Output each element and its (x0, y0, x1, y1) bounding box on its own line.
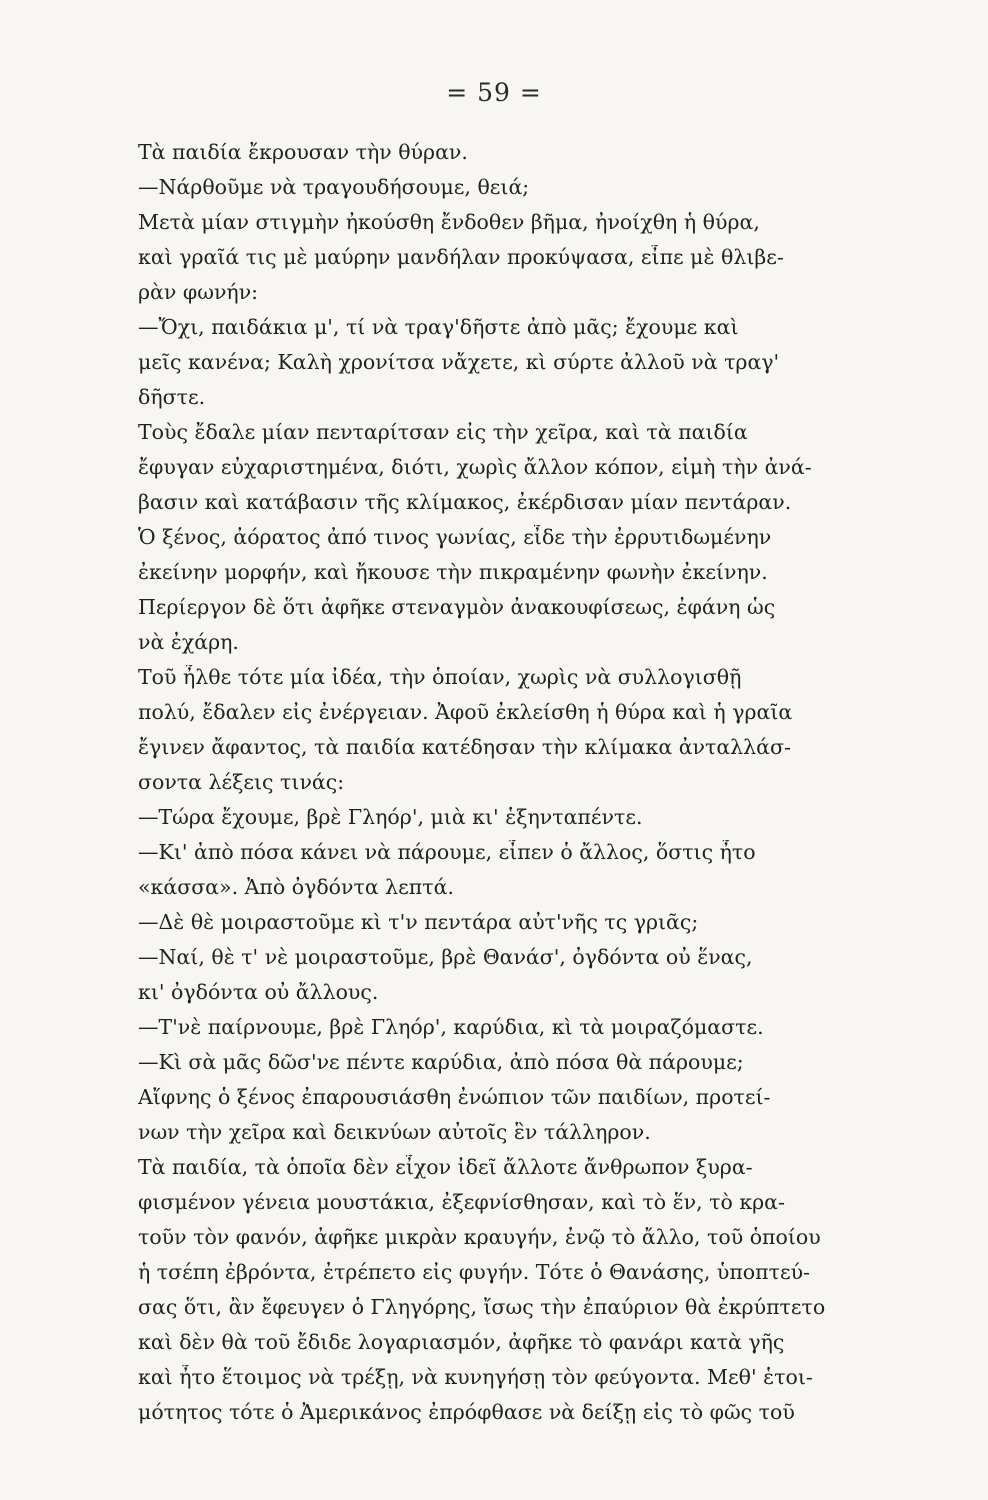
text-line: πολύ, ἔδαλεν εἰς ἐνέργειαν. Ἀφοῦ ἐκλείσθη ἡ θύρα καὶ ἡ γραῖα (138, 700, 793, 724)
text-line: βασιν καὶ κατάβασιν τῆς κλίμακος, ἐκέρδισαν μίαν πεντάραν. (138, 490, 792, 514)
text-line: Τοὺς ἔδαλε μίαν πενταρίτσαν εἰς τὴν χεῖρα, καὶ τὰ παιδία (138, 420, 748, 444)
text-line: τοῦν τὸν φανόν, ἀφῆκε μικρὰν κραυγήν, ἐνῷ τὸ ἄλλο, τοῦ ὁποίου (138, 1225, 821, 1249)
text-line: Τοῦ ἦλθε τότε μία ἰδέα, τὴν ὁποίαν, χωρὶς νὰ συλλογισθῇ (138, 665, 742, 689)
text-line: —Νάρθοῦμε νὰ τραγουδήσουμε, θειά; (138, 175, 530, 199)
page-number: = 59 = (446, 78, 542, 107)
text-line: —Τ'νὲ παίρνουμε, βρὲ Γληόρ', καρύδια, κὶ τὰ μοιραζόμαστε. (138, 1015, 764, 1039)
text-line: —Δὲ θὲ μοιραστοῦμε κὶ τ'ν πεντάρα αὐτ'νῆς τς γριᾶς; (138, 910, 699, 934)
text-line: Τὰ παιδία ἔκρουσαν τὴν θύραν. (138, 140, 468, 164)
text-line: ἔγινεν ἄφαντος, τὰ παιδία κατέδησαν τὴν κλίμακα ἀνταλλάσ- (138, 735, 791, 759)
text-line: σας ὅτι, ἂν ἔφευγεν ὁ Γληγόρης, ἴσως τὴν ἐπαύριον θὰ ἐκρύπτετο (138, 1295, 826, 1319)
text-line: σοντα λέξεις τινάς: (138, 770, 345, 794)
text-line: Μετὰ μίαν στιγμὴν ἠκούσθη ἔνδοθεν βῆμα, ἠνοίχθη ἡ θύρα, (138, 210, 760, 234)
text-line: «κάσσα». Ἀπὸ ὀγδόντα λεπτά. (138, 875, 454, 899)
text-line: ρὰν φωνήν: (138, 280, 259, 304)
text-line: Περίεργον δὲ ὅτι ἀφῆκε στεναγμὸν ἀνακουφίσεως, ἐφάνη ὡς (138, 595, 776, 619)
text-line: —Κι' ἀπὸ πόσα κάνει νὰ πάρουμε, εἶπεν ὁ ἄλλος, ὅστις ἦτο (138, 840, 756, 864)
text-line: —Τώρα ἔχουμε, βρὲ Γληόρ', μιὰ κι' ἑξηνταπέντε. (138, 805, 643, 829)
text-line: ἐκείνην μορφήν, καὶ ἤκουσε τὴν πικραμένην φωνὴν ἐκείνην. (138, 560, 768, 584)
text-line: καὶ ἦτο ἕτοιμος νὰ τρέξῃ, νὰ κυνηγήσῃ τὸν φεύγοντα. Μεθ' ἑτοι- (138, 1365, 813, 1389)
text-line: —Ὄχι, παιδάκια μ', τί νὰ τραγ'δῆστε ἀπὸ μᾶς; ἔχουμε καὶ (138, 315, 739, 339)
text-line: —Κὶ σὰ μᾶς δῶσ'νε πέντε καρύδια, ἀπὸ πόσα θὰ πάρουμε; (138, 1050, 744, 1074)
text-line: μεῖς κανένα; Καλὴ χρονίτσα νἄχετε, κὶ σύρτε ἀλλοῦ νὰ τραγ' (138, 350, 780, 374)
text-line: ἔφυγαν εὐχαριστημένα, διότι, χωρὶς ἄλλον κόπον, εἰμὴ τὴν ἀνά- (138, 455, 812, 479)
text-line: νὰ ἐχάρη. (138, 630, 239, 654)
text-line: Ὁ ξένος, ἀόρατος ἀπό τινος γωνίας, εἶδε τὴν ἐρρυτιδωμένην (138, 525, 772, 549)
text-line: Αἴφνης ὁ ξένος ἐπαρουσιάσθη ἐνώπιον τῶν παιδίων, προτεί- (138, 1085, 771, 1109)
text-line: μότητος τότε ὁ Ἀμερικάνος ἐπρόφθασε νὰ δείξῃ εἰς τὸ φῶς τοῦ (138, 1400, 795, 1424)
text-line: καὶ δὲν θὰ τοῦ ἔδιδε λογαριασμόν, ἀφῆκε τὸ φανάρι κατὰ γῆς (138, 1330, 785, 1354)
text-line: δῆστε. (138, 385, 206, 409)
text-line: —Ναί, θὲ τ' νὲ μοιραστοῦμε, βρὲ Θανάσ', ὀγδόντα οὐ ἕνας, (138, 945, 753, 969)
text-line: νων τὴν χεῖρα καὶ δεικνύων αὐτοῖς ἓν τάλληρον. (138, 1120, 651, 1144)
text-line: καὶ γραῖά τις μὲ μαύρην μανδήλαν προκύψασα, εἶπε μὲ θλιβε- (138, 245, 784, 269)
text-line: φισμένον γένεια μουστάκια, ἐξεφνίσθησαν, καὶ τὸ ἕν, τὸ κρα- (138, 1190, 785, 1214)
text-line: Τὰ παιδία, τὰ ὁποῖα δὲν εἶχον ἰδεῖ ἄλλοτε ἄνθρωπον ξυρα- (138, 1155, 753, 1179)
text-line: ἡ τσέπη ἐβρόντα, ἐτρέπετο εἰς φυγήν. Τότε ὁ Θανάσης, ὑποπτεύ- (138, 1260, 810, 1284)
text-line: κι' ὀγδόντα οὐ ἄλλους. (138, 980, 379, 1004)
